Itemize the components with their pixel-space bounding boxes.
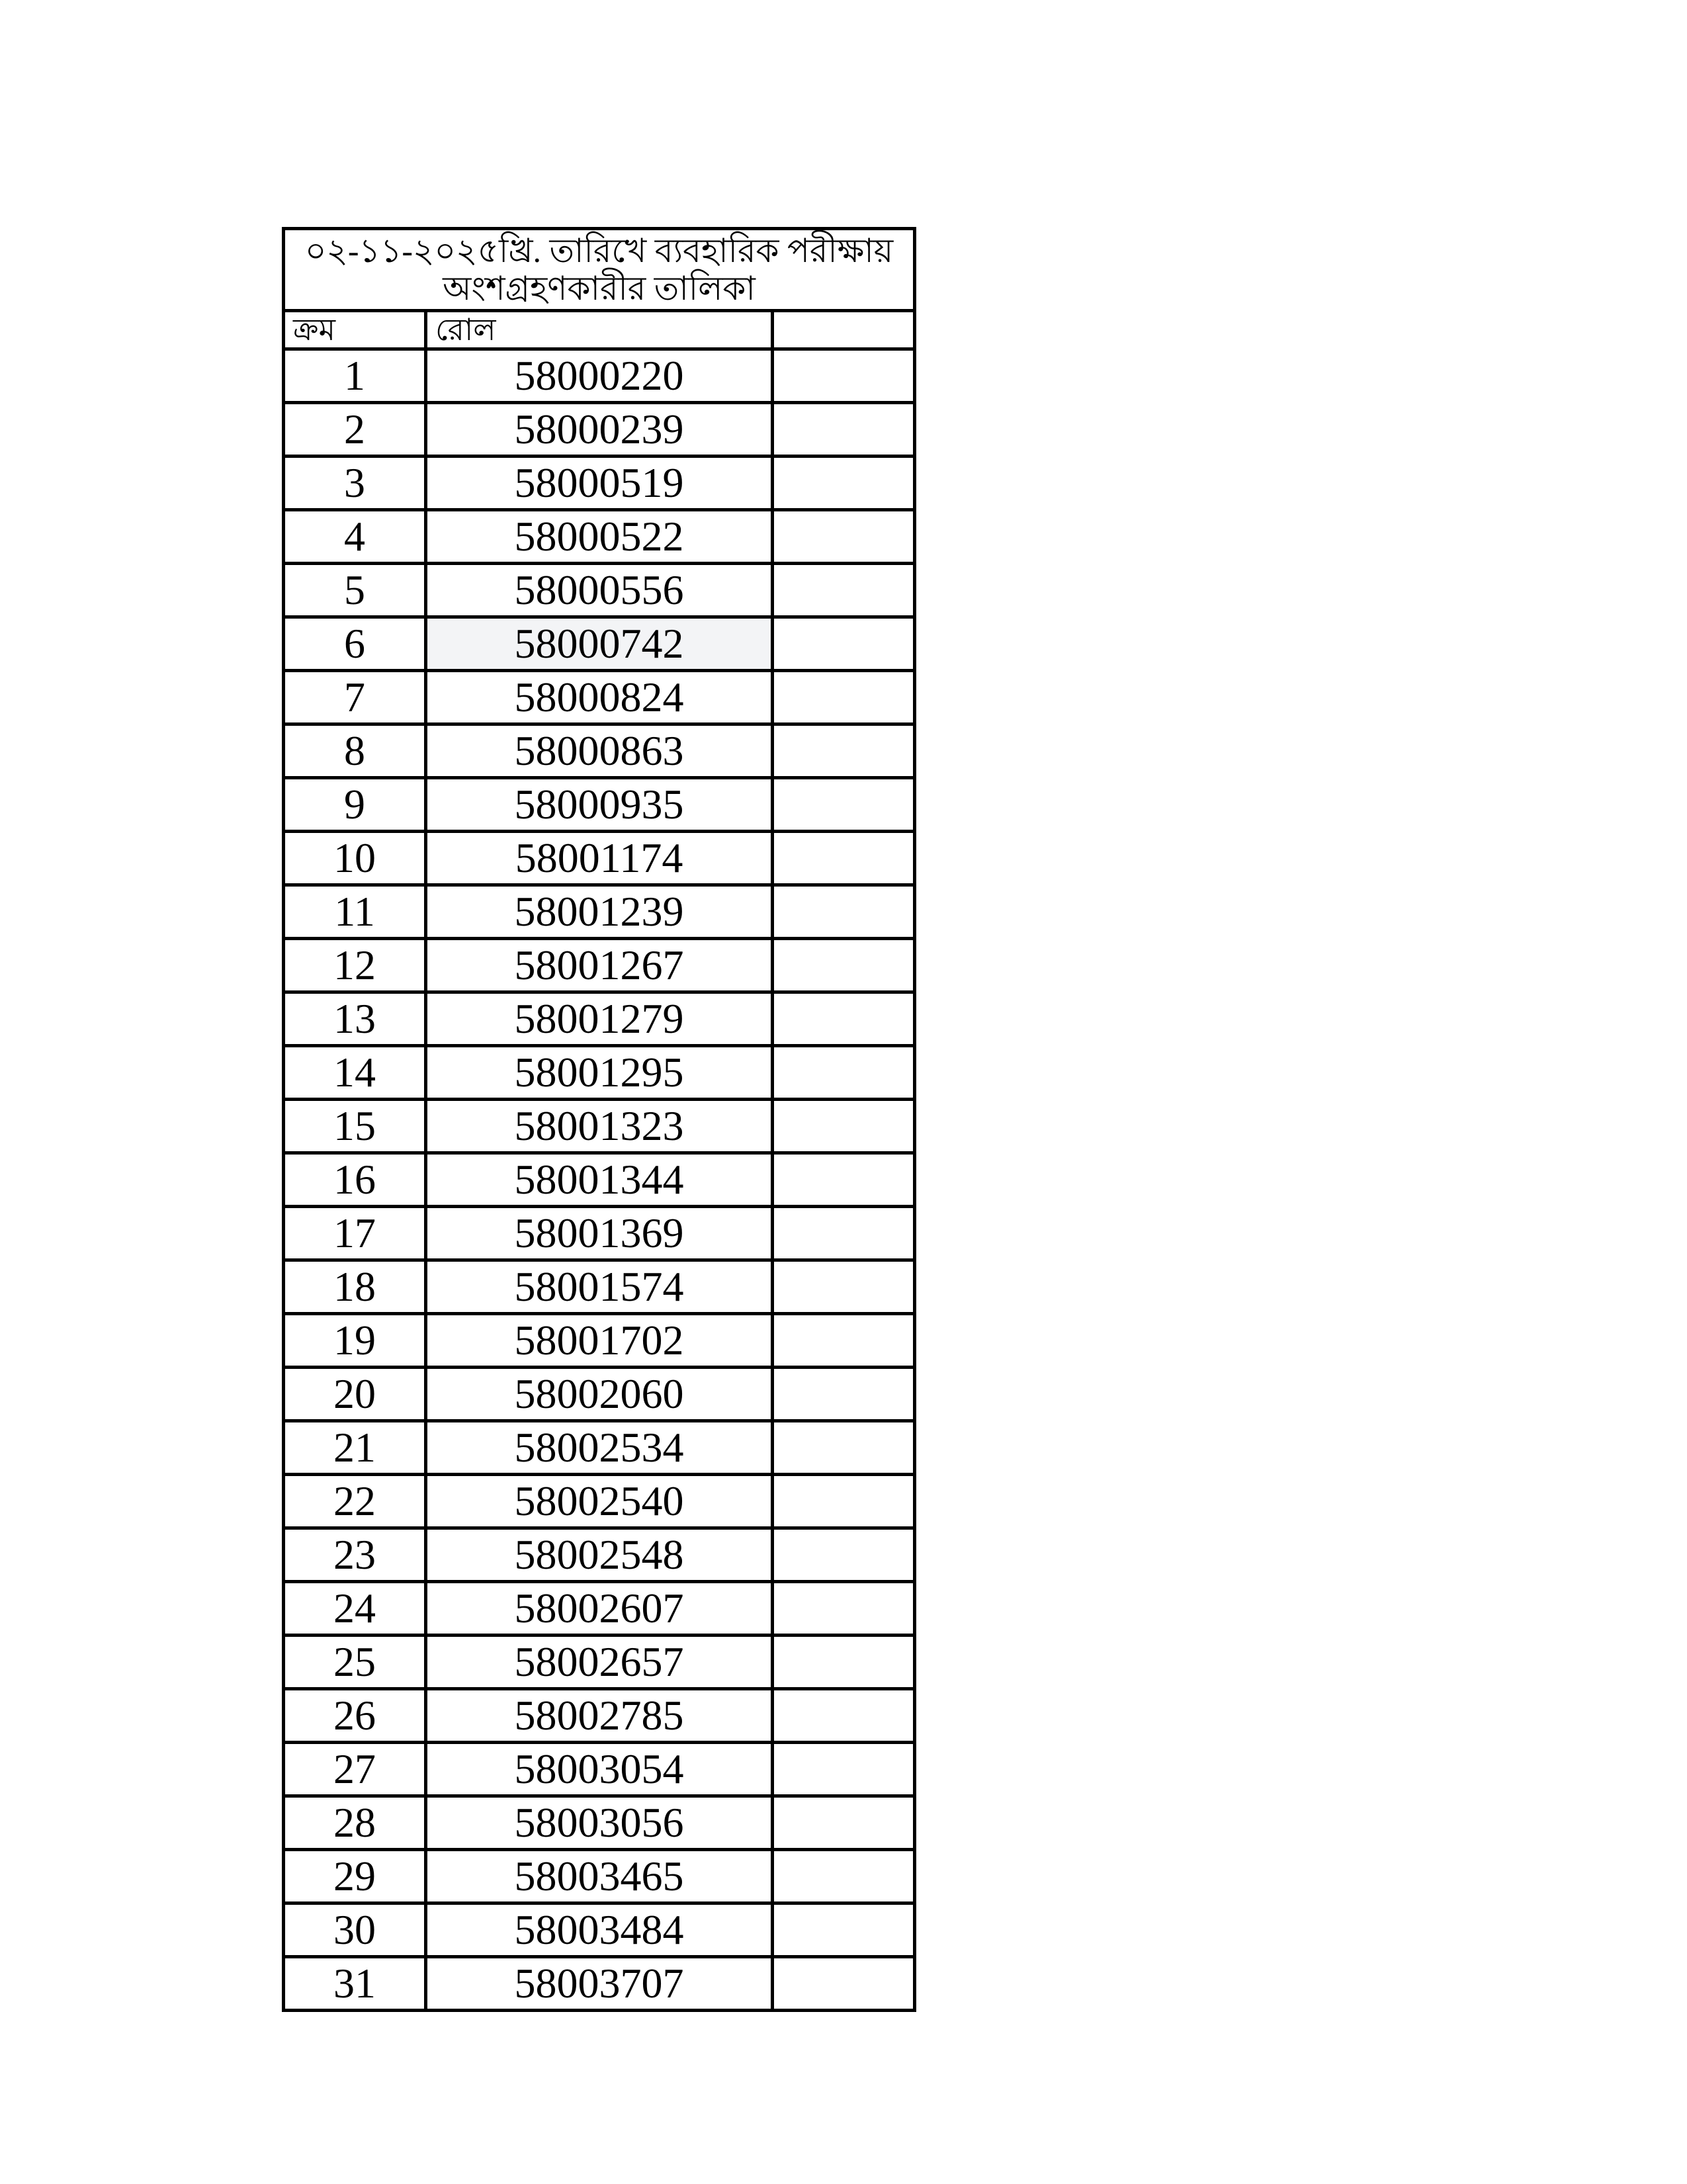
table-row — [284, 832, 915, 885]
empty-cell — [773, 1100, 915, 1153]
serial-cell: 7 — [284, 671, 426, 724]
table-body — [284, 349, 915, 2011]
roll-cell: 58000935 — [426, 778, 773, 832]
table-row — [284, 1850, 915, 1903]
table-title-line-2: অংশগ্রহণকারীর তালিকা — [443, 269, 756, 307]
table-row — [284, 724, 915, 778]
serial-cell: 19 — [284, 1314, 426, 1368]
serial-cell: 28 — [284, 1796, 426, 1850]
empty-cell — [773, 1421, 915, 1475]
roll-cell: 58001574 — [426, 1260, 773, 1314]
roll-cell: 58000519 — [426, 457, 773, 510]
roll-cell: 58000824 — [426, 671, 773, 724]
table-title-line-1: ০২-১১-২০২৫খ্রি. তারিখে ব্যবহারিক পরীক্ষায় — [304, 232, 894, 269]
table-row — [284, 1100, 915, 1153]
empty-cell — [773, 724, 915, 778]
empty-cell — [773, 778, 915, 832]
serial-cell: 31 — [284, 1957, 426, 2011]
table-row — [284, 1636, 915, 1689]
roll-cell: 58001239 — [426, 885, 773, 939]
roll-cell: 58003465 — [426, 1850, 773, 1903]
empty-cell — [773, 510, 915, 564]
empty-cell — [773, 1850, 915, 1903]
column-header-serial: ক্রম — [284, 311, 426, 349]
roll-cell: 58001344 — [426, 1153, 773, 1207]
serial-cell: 5 — [284, 564, 426, 617]
table-row — [284, 1796, 915, 1850]
serial-cell: 21 — [284, 1421, 426, 1475]
serial-cell: 24 — [284, 1582, 426, 1636]
empty-cell — [773, 564, 915, 617]
empty-cell — [773, 1207, 915, 1260]
roll-cell: 58003054 — [426, 1743, 773, 1796]
table-row — [284, 778, 915, 832]
empty-cell — [773, 1475, 915, 1528]
empty-cell — [773, 1957, 915, 2011]
serial-cell: 15 — [284, 1100, 426, 1153]
roll-cell: 58002540 — [426, 1475, 773, 1528]
roll-cell: 58001267 — [426, 939, 773, 992]
roll-cell: 58000239 — [426, 403, 773, 457]
roll-cell: 58001323 — [426, 1100, 773, 1153]
table-row — [284, 403, 915, 457]
table-row — [284, 1314, 915, 1368]
empty-cell — [773, 992, 915, 1046]
roll-cell: 58001295 — [426, 1046, 773, 1100]
serial-cell: 18 — [284, 1260, 426, 1314]
serial-cell: 23 — [284, 1528, 426, 1582]
empty-cell — [773, 1743, 915, 1796]
table-row — [284, 1421, 915, 1475]
serial-cell: 3 — [284, 457, 426, 510]
serial-cell: 8 — [284, 724, 426, 778]
table-row — [284, 349, 915, 403]
roll-cell: 58000863 — [426, 724, 773, 778]
empty-cell — [773, 1528, 915, 1582]
empty-cell — [773, 1260, 915, 1314]
roll-cell: 58000522 — [426, 510, 773, 564]
roll-cell: 58000220 — [426, 349, 773, 403]
serial-cell: 12 — [284, 939, 426, 992]
empty-cell — [773, 939, 915, 992]
table-row — [284, 1528, 915, 1582]
table-row — [284, 1582, 915, 1636]
serial-cell: 17 — [284, 1207, 426, 1260]
roll-cell: 58003484 — [426, 1903, 773, 1957]
table-row — [284, 1368, 915, 1421]
serial-cell: 30 — [284, 1903, 426, 1957]
serial-cell: 11 — [284, 885, 426, 939]
table-row — [284, 1957, 915, 2011]
column-header-roll: রোল — [426, 311, 773, 349]
serial-cell: 27 — [284, 1743, 426, 1796]
empty-cell — [773, 1636, 915, 1689]
roll-cell: 58002548 — [426, 1528, 773, 1582]
empty-cell — [773, 885, 915, 939]
table-row — [284, 1903, 915, 1957]
table-title — [284, 229, 915, 311]
empty-cell — [773, 1368, 915, 1421]
empty-cell — [773, 1046, 915, 1100]
roll-cell: 58002534 — [426, 1421, 773, 1475]
roll-cell: 58002060 — [426, 1368, 773, 1421]
roll-cell: 58002785 — [426, 1689, 773, 1743]
empty-cell — [773, 1903, 915, 1957]
serial-cell: 29 — [284, 1850, 426, 1903]
table-row — [284, 617, 915, 671]
table-row — [284, 564, 915, 617]
roll-cell: 58002657 — [426, 1636, 773, 1689]
serial-cell: 22 — [284, 1475, 426, 1528]
serial-cell: 2 — [284, 403, 426, 457]
roll-cell: 58001279 — [426, 992, 773, 1046]
serial-cell: 25 — [284, 1636, 426, 1689]
table-row — [284, 457, 915, 510]
serial-cell: 26 — [284, 1689, 426, 1743]
roll-cell: 58002607 — [426, 1582, 773, 1636]
roll-cell: 58001369 — [426, 1207, 773, 1260]
table-row — [284, 1207, 915, 1260]
table-row — [284, 1743, 915, 1796]
roll-cell: 58000742 — [426, 617, 773, 671]
empty-cell — [773, 1689, 915, 1743]
empty-cell — [773, 1582, 915, 1636]
empty-cell — [773, 832, 915, 885]
empty-cell — [773, 617, 915, 671]
roll-cell: 58001702 — [426, 1314, 773, 1368]
table-row — [284, 939, 915, 992]
table-row — [284, 1046, 915, 1100]
empty-cell — [773, 403, 915, 457]
serial-cell: 1 — [284, 349, 426, 403]
roll-cell: 58000556 — [426, 564, 773, 617]
serial-cell: 16 — [284, 1153, 426, 1207]
table-row — [284, 1689, 915, 1743]
serial-cell: 10 — [284, 832, 426, 885]
table-row — [284, 510, 915, 564]
serial-cell: 9 — [284, 778, 426, 832]
roll-cell: 58003056 — [426, 1796, 773, 1850]
empty-cell — [773, 1153, 915, 1207]
serial-cell: 4 — [284, 510, 426, 564]
roll-cell: 58003707 — [426, 1957, 773, 2011]
table-header-row — [284, 311, 915, 349]
empty-cell — [773, 671, 915, 724]
empty-cell — [773, 457, 915, 510]
empty-cell — [773, 1314, 915, 1368]
column-header-extra — [773, 311, 915, 349]
participants-table — [282, 227, 916, 2012]
table-row — [284, 671, 915, 724]
serial-cell: 20 — [284, 1368, 426, 1421]
table-row — [284, 1153, 915, 1207]
serial-cell: 14 — [284, 1046, 426, 1100]
serial-cell: 6 — [284, 617, 426, 671]
serial-cell: 13 — [284, 992, 426, 1046]
table-row — [284, 992, 915, 1046]
empty-cell — [773, 349, 915, 403]
table-row — [284, 1260, 915, 1314]
table-row — [284, 1475, 915, 1528]
table-title-row — [284, 229, 915, 311]
table-row — [284, 885, 915, 939]
empty-cell — [773, 1796, 915, 1850]
roll-cell: 58001174 — [426, 832, 773, 885]
